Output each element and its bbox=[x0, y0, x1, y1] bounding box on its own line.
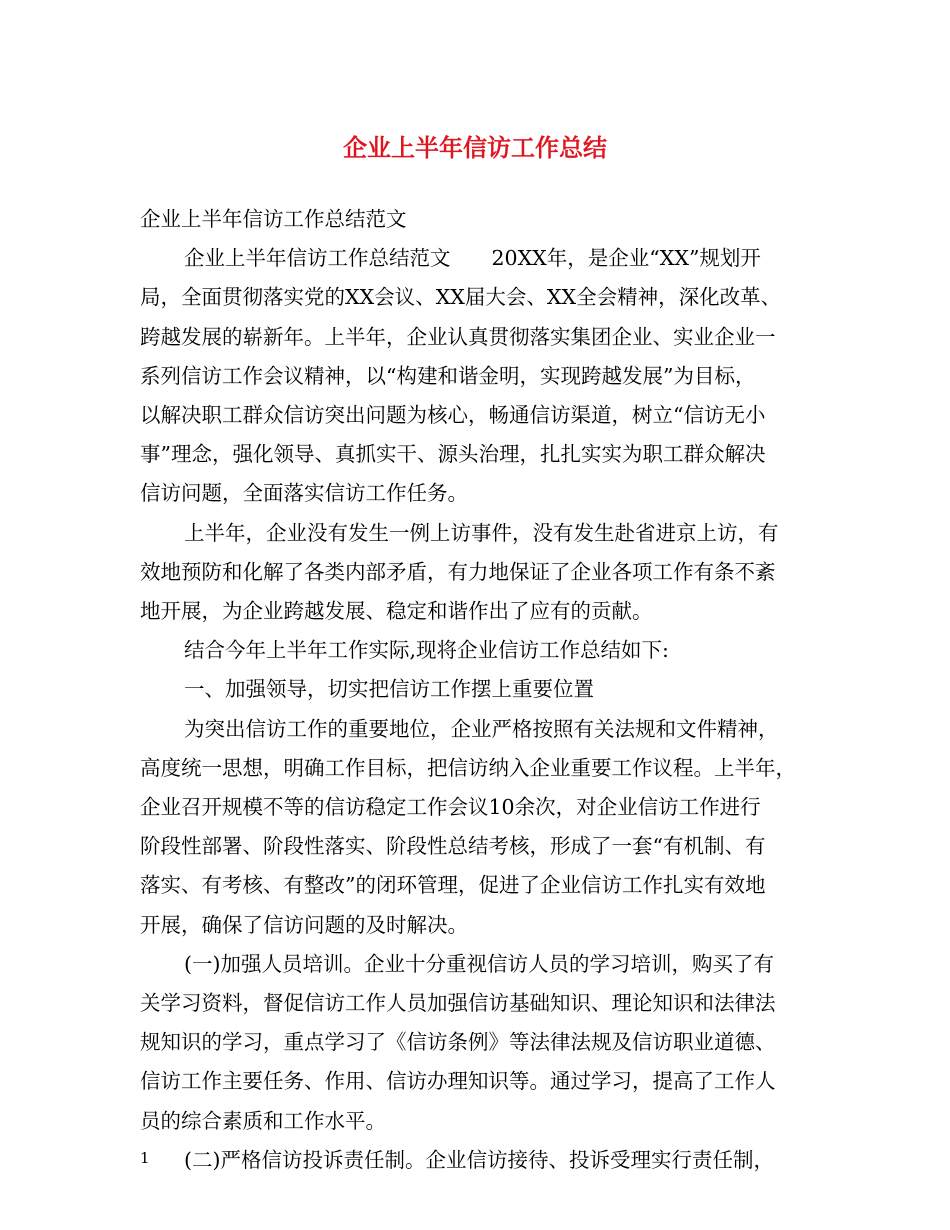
text-line: 一、加强领导，切实把信访工作摆上重要位置 bbox=[184, 677, 594, 702]
text-line: 地开展，为企业跨越发展、稳定和谐作出了应有的贡献。 bbox=[140, 599, 653, 624]
page-number: 1 bbox=[140, 1149, 150, 1167]
text-line: 为突出信访工作的重要地位，企业严格按照有关法规和文件精神， bbox=[184, 716, 779, 741]
text-line: 跨越发展的崭新年。上半年，企业认真贯彻落实集团企业、实业企业一 bbox=[140, 324, 776, 349]
document-title: 企业上半年信访工作总结 bbox=[343, 134, 607, 162]
text-line: 局，全面贯彻落实党的XX会议、XX届大会、XX全会精神，深化改革、 bbox=[140, 285, 782, 310]
text-line: 效地预防和化解了各类内部矛盾，有力地保证了企业各项工作有条不紊 bbox=[140, 559, 776, 584]
text-line: 信访问题，全面落实信访工作任务。 bbox=[140, 481, 468, 506]
text-line: 阶段性部署、阶段性落实、阶段性总结考核，形成了一套“有机制、有 bbox=[140, 834, 766, 859]
text-line: (一)加强人员培训。企业十分重视信访人员的学习培训，购买了有 bbox=[184, 951, 774, 976]
text-line: 企业上半年信访工作总结范文 bbox=[140, 207, 407, 231]
document-body bbox=[140, 200, 820, 1180]
text-line: 落实、有考核、有整改”的闭环管理，促进了企业信访工作扎实有效地 bbox=[140, 873, 766, 898]
text-line: 事”理念，强化领导、真抓实干、源头治理，扎扎实实为职工群众解决 bbox=[140, 442, 766, 467]
text-line: 结合今年上半年工作实际,现将企业信访工作总结如下: bbox=[184, 638, 669, 663]
text-line: 系列信访工作会议精神，以“构建和谐金明，实现跨越发展”为目标， bbox=[140, 363, 756, 388]
text-line: (二)严格信访投诉责任制。企业信访接待、投诉受理实行责任制， bbox=[184, 1147, 774, 1172]
text-line: 以解决职工群众信访突出问题为核心，畅通信访渠道，树立“信访无小 bbox=[140, 403, 766, 428]
text-line: 开展，确保了信访问题的及时解决。 bbox=[140, 912, 468, 937]
text-line: 关学习资料，督促信访工作人员加强信访基础知识、理论知识和法律法 bbox=[140, 991, 776, 1016]
text-line: 信访工作主要任务、作用、信访办理知识等。通过学习，提高了工作人 bbox=[140, 1069, 776, 1094]
text-line: 规知识的学习，重点学习了《信访条例》等法律法规及信访职业道德、 bbox=[140, 1030, 776, 1055]
text-line: 高度统一思想，明确工作目标，把信访纳入企业重要工作议程。上半年， bbox=[140, 755, 796, 780]
text-line: 企业上半年信访工作总结范文 20XX年，是企业“XX”规划开 bbox=[184, 246, 761, 271]
text-line: 员的综合素质和工作水平。 bbox=[140, 1108, 386, 1133]
text-line: 上半年，企业没有发生一例上访事件，没有发生赴省进京上访，有 bbox=[184, 520, 779, 545]
text-line: 企业召开规模不等的信访稳定工作会议10余次，对企业信访工作进行 bbox=[140, 795, 761, 820]
